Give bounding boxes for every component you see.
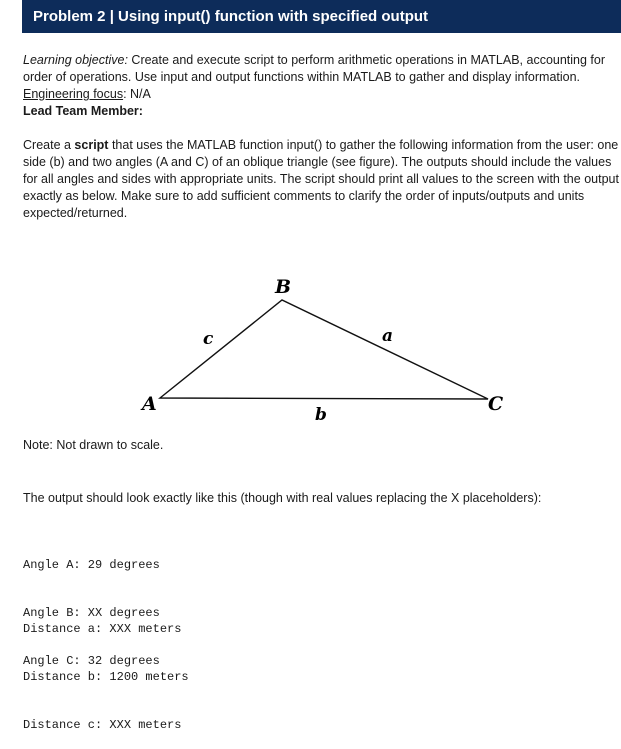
vertex-c-label: C (488, 393, 504, 415)
task-text-bold: script (74, 138, 109, 152)
engineering-focus-value: : N/A (123, 87, 151, 101)
triangle-shape (160, 300, 488, 399)
lead-team-member: Lead Team Member: (23, 104, 143, 118)
vertex-a-label: A (142, 393, 157, 415)
problem-body (23, 52, 621, 222)
scale-note: Note: Not drawn to scale. (23, 438, 164, 452)
side-b-label: b (315, 405, 327, 425)
side-a-label: a (382, 326, 394, 346)
angle-b-line: Angle B: XX degrees (23, 606, 160, 620)
vertex-b-label: B (275, 276, 292, 298)
distance-output-block (23, 589, 189, 749)
task-text-start: Create a (23, 138, 75, 152)
learning-objective (23, 52, 621, 86)
learning-objective-text: Create and execute script to perform arithmetic operations in MATLAB, accounting for order of operations. Use input and output functions within MATLAB to gather and display information. (23, 53, 606, 84)
triangle-diagram (130, 268, 530, 428)
distance-b-line: Distance b: 1200 meters (23, 670, 189, 684)
distance-a-line: Distance a: XXX meters (23, 622, 182, 636)
angle-a-line: Angle A: 29 degrees (23, 558, 160, 572)
side-c-label: c (203, 329, 214, 349)
angle-c-line: Angle C: 32 degrees (23, 654, 160, 668)
learning-objective-label: Learning objective: (23, 53, 128, 67)
spacer (23, 120, 621, 137)
task-description (23, 137, 621, 222)
task-text-rest: that uses the MATLAB function input() to gather the following information from the user: one side (b) and two angles (A and C) of an oblique triangle (see figure). The outputs should include the values for all angles and sides with appropriate units. The script should print all values to the screen with the output exactly as below. Make sure to add sufficient comments to clarify the order of inputs/outputs and units expected/returned. (23, 138, 619, 220)
engineering-focus (23, 86, 621, 103)
distance-c-line: Distance c: XXX meters (23, 718, 182, 732)
problem-header (22, 0, 621, 33)
triangle-figure (130, 268, 530, 428)
engineering-focus-label: Engineering focus (23, 87, 124, 101)
output-intro: The output should look exactly like this (though with real values replacing the X placeholders): (23, 491, 542, 505)
problem-title: Problem 2 | Using input() function with specified output (33, 8, 429, 25)
